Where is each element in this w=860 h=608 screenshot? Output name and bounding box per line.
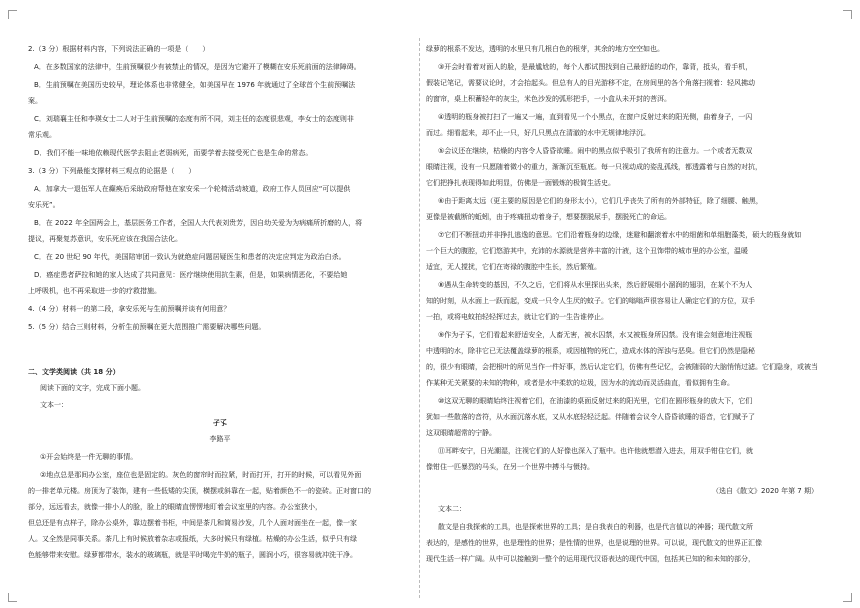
paragraph-9-line: 中透明的水，除非它已无法覆盖绿萝的根系，或因植物的死亡，造成水体的浑浊与恶臭。但它们仍然是隐秘 [426, 347, 755, 355]
paragraph-7-line: ⑦它们不断扭动并非挣扎逃逸的意思。它们沿着瓶身的边缘，迷避和翻滚着水中的细菌和单细胞藻类，硕大的瓶身就如 [438, 231, 802, 239]
paragraph-11-line: 像钳住一匹暴烈的马头，在另一个世界中搏斗与慑持。 [426, 463, 594, 471]
paragraph-2-line: 但总还是有点样子，除办公桌外，靠边摆着书柜，中间是茶几和简易沙发，几个人面对面坐在一起，像一家 [28, 519, 357, 527]
paragraph-8-line: 知的时刻，从水面上一跃而起，变成一只令人生厌的蚊子。它们的嗡嗡声很容易让人确定它们的方位，双手 [426, 297, 755, 305]
paragraph-1: ①开会始终是一件无聊的事情。 [40, 453, 138, 461]
paragraph-7-line: 一个巨大的腹腔，它们悠游其中，充沛的水源就是营养丰富的汁液，这个丑饰带的城市里的办公室，温暖 [426, 247, 748, 255]
paragraph-11-line: ⑪耳畔安宁，日光潮湿，注视它们的人好像也深入了瓶中。也许他就想潜入进去，用双手钳住它们，就 [438, 447, 753, 455]
paragraph-2-line: 部分，远远看去，就像一排小人的脸，脸上的眼睛直愣愣地盯着会议室里的内容。办公室狭小， [28, 503, 322, 511]
paragraph-2-line: 的一排老单元楼。房顶为了装饰，建有一些低矮的尖顶，横摆或斜靠在一起，贴着颜色不一的瓷砖。正对窗口的 [28, 487, 371, 495]
question-2-stem: 2.（3 分）根据材料内容，下列说法正确的一项是（ ） [28, 45, 210, 53]
left-column [28, 0, 412, 608]
paragraph-10-line: 这双眼睛超常的宁静。 [426, 429, 496, 437]
paragraph-3-line: ③开会时看着对面人的脸，是最尴尬的，每个人都试图找到自己最舒适的动作，靠背，抵头，看手机， [438, 63, 753, 71]
crop-mark [843, 10, 852, 19]
q3-option-b-cont: 提议，再聚复苏意识，安乐死应该在我国合法化。 [28, 235, 182, 243]
q3-option-a: A．加拿大一退伍军人在癫痪后采助政府帮他在家安采一个轮椅活动坡道，政府工作人员回应“可以提供 [34, 185, 351, 193]
paragraph-9-line: ⑨作为孑孓，它们看起来舒适安全，人畜无害，被水囚禁，水又被瓶身所囚禁。没有谁会刻意地注视瓶 [438, 331, 753, 339]
question-3-stem: 3.（3 分）下列最能支撑材料三观点的论据是（ ） [28, 167, 196, 175]
section-heading: 二、文学类阅读（共 18 分） [28, 368, 120, 376]
q3-option-b: B．在 2022 年全国两会上，基层医务工作者，全国人大代表刘贵芳，因自幼关爱为为病痛所折磨的人，将 [34, 219, 363, 227]
source-citation: （选自《散文》2020 年第 7 期） [712, 487, 818, 495]
paragraph-line: 绿萝的根系不发达，透明的水里只有几根白色的根芽，其余的地方空空如也。 [426, 45, 664, 53]
reading-instruction: 阅读下面的文字，完成下面小题。 [40, 384, 145, 392]
paragraph-5-line: 它们把挣扎表现得如此明显，仿佛是一面锻炼的极简生活史。 [426, 179, 615, 187]
paragraph-10-line: 犹如一些散落的音符，从水面沉落水底，又从水底轻轻泛起。伴随着会议令人昏昏欲睡的语音，它们赋予了 [426, 413, 755, 421]
paragraph-9-line: 作某种无关紧要的未知的物种，或者是水中柔软的垃圾，因为水的流动而灵活曲直，看似拥有生命。 [426, 379, 734, 387]
paragraph-6-line: ⑥由于距离太远（更主要的原因是它们的身形太小），它们几乎丧失了所有的外部特征，除了细腰、触黑， [438, 197, 763, 205]
q2-option-b: B．生前预嘱在美国历史较早，理论体系也非常健全，如美国早在 1976 年就通过了全球首个生前预嘱法 [34, 81, 356, 89]
column-divider [419, 38, 420, 598]
text2-line: 现代生活一样广阔。从中可以接触到一整个的运用现代汉语表达的现代中国，包括其已知的和未知的部分， [426, 555, 755, 563]
q2-option-a: A．在多数国家的法律中，生前预嘱很少有被禁止的情况，是因为它避开了模糊在安乐死前面的法律障碍。 [34, 63, 361, 71]
q2-option-d: D．我们不能一味地依赖现代医学去阻止老弱病死，而要学着去接受死亡也是生命的常态。 [34, 149, 313, 157]
q2-option-c-cont: 常乐观。 [28, 131, 56, 139]
crop-mark [8, 593, 17, 602]
right-column [426, 0, 818, 608]
q3-option-a-cont: 安乐死”。 [28, 201, 60, 209]
text2-line: 表达的，是感性的世界，也是理性的世界；是性情的世界，也是说理的世界。可以说，现代散文的世界正汇像 [426, 539, 762, 547]
text2-label: 文本二： [438, 505, 466, 513]
paragraph-6-line: 更像是被截断的蚯蚓，由于疼痛扭动着身子，想要摆脱尿手，摆脱死亡的命运。 [426, 213, 671, 221]
paragraph-2-line: 人。又全然是同事关系。茶几上有时候放着杂志或报纸，大多时候只有绿植。枯燥的办公生活，似乎只有绿 [28, 535, 357, 543]
paragraph-2-line: ②地点总是那间办公室，座位也是固定的。灰色的窗帘时而拉紧，时而打开，打开的时候，可以看见外面 [40, 471, 362, 479]
crop-mark [843, 593, 852, 602]
paragraph-8-line: ⑧遇从生命转变的基因，不久之后，它们将从水里探出头来，然后舒展细小溜润的翅羽，在某个不为人 [438, 281, 753, 289]
paragraph-5-line: 眼睛注视，没有一只愿随着微小的重力，渐渐沉至瓶底。每一只视动成的姿乱孤线，都透露着与自然的对抗， [426, 163, 762, 171]
paragraph-7-line: 适宜，无人搅扰，它们在寄禄的腹腔中生长，然后繁殖。 [426, 263, 601, 271]
article-title: 孑孓 [213, 419, 227, 427]
crop-mark [8, 10, 17, 19]
q3-option-c: C．在 20 世纪 90 年代，美国陪审团一致认为就绝症问题居疑医生和患者的决定应判定为政治白杀。 [34, 253, 346, 261]
q3-option-d-cont: 上呼吸机，也不再采取进一步的疗救措施。 [28, 287, 161, 295]
paragraph-3-line: 假装记笔记，需要议论时，才会抬起头。但总有人的目光游移不定，在房间里的各个角落扫视着：轻风拂动 [426, 79, 755, 87]
paragraph-3-line: 的窗帘，桌上积蓄轻年的灰尘，米色沙发的弧形把手，一小盒从未开封的菩洱。 [426, 95, 671, 103]
question-4: 4.（4 分）材料一的第二段，拿安乐死与生前预嘱并谈有何用意？ [28, 305, 231, 313]
q2-option-b-cont: 案。 [28, 97, 42, 105]
q3-option-d: D．癌症患者萨拉和她的家人达成了共同意见：医疗继续使用抗生素，但是，如果病情恶化，不要给她 [34, 271, 348, 279]
paragraph-2-line: 色能够带来安慰。绿萝都带水，装水的玻璃瓶，就是平时喝完牛奶的瓶子，圆润小巧，很容易就冲洗干净。 [28, 551, 357, 559]
question-5: 5.（5 分）结合三则材料，分析生前预嘱在更大范围推广需要解决哪些问题。 [28, 323, 266, 331]
text2-line: 散文是自我探索的工具，也是探索世界的工具；是自我表白的利器，也是代言值以的神器；现代散文所 [438, 523, 753, 531]
paragraph-4-line: 而过。细看起来，却不止一只，好几只黑点在清澈的水中无规律地浮沉。 [426, 129, 650, 137]
paragraph-4-line: ④透明的瓶身被打扫了一遍又一遍，直到看见一个小黑点，在窗户反射过来的阳光侧，曲着身子，一闪 [438, 113, 753, 121]
article-author: 李路平 [209, 435, 231, 443]
paragraph-5-line: ⑤会议还在继续，枯燥的内容令人昏昏欲睡。闹中的黑点似乎吸引了我所有的注意力。一个或者无数双 [438, 147, 753, 155]
q2-option-c: C．刘瑞襄主任和李瑛女士二人对于生前预嘱的态度有所不同，刘主任的态度很悲观，李女士的态度则非 [34, 115, 354, 123]
paragraph-9-line: 的，很少有眼睛，会把根叶的所见当作一件好事，然后认定它们，仿佛有些记忆，会被随弱的大脑悄悄过滤。它们隐身，或被当 [426, 363, 818, 371]
paragraph-8-line: 一拍，或将电蚊拍轻轻挥过去，就让它们的一生告谁停止。 [426, 313, 608, 321]
paragraph-10-line: ⑩这双无聊的眼睛始终注视着它们，在油漆的桌面反射过来的阳光里，它们在圆形瓶身的放大下，它们 [438, 397, 753, 405]
text1-label: 文本一： [40, 401, 68, 409]
